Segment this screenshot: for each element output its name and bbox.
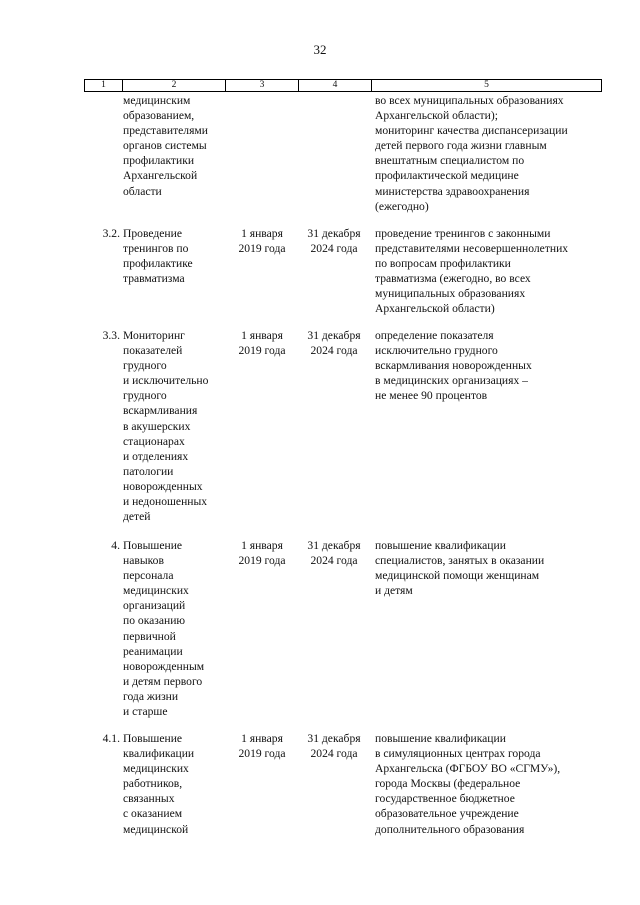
end-date-cell: 31 декабря 2024 года: [307, 539, 361, 568]
header-col-4: 4: [299, 80, 372, 91]
start-date-cell: 1 января 2019 года: [238, 227, 286, 256]
result-cell: во всех муниципальных образованиях Архангельской области); мониторинг качества диспансеризации детей первого года жизни главным внештатным специалистом по профилактической медицине министерства здравоохранения (ежегодно): [375, 94, 568, 213]
end-date-cell: 31 декабря 2024 года: [307, 732, 361, 761]
event-cell: медицинским образованием, представителями органов системы профилактики Архангельской области: [123, 94, 208, 198]
result-cell: повышение квалификации в симуляционных центрах города Архангельска (ФГБОУ ВО «СГМУ»), города Москвы (федеральное государственное бюджетное образовательное учреждение дополнительного образования: [375, 732, 561, 836]
header-col-3: 3: [226, 80, 299, 91]
item-number: 4.: [111, 539, 120, 552]
result-cell: повышение квалификации специалистов, занятых в оказании медицинской помощи женщинам и детям: [375, 539, 545, 598]
event-cell: Проведение тренингов по профилактике травматизма: [123, 227, 193, 286]
page-number: 32: [313, 42, 327, 57]
item-number: 4.1.: [102, 732, 120, 745]
result-cell: проведение тренингов с законными представителями несовершеннолетних по вопросам профилактики травматизма (ежегодно, во всех муниципальных образованиях Архангельской области): [375, 227, 569, 316]
event-cell: Мониторинг показателей грудного и исключительно грудного вскармливания в акушерских стационарах и отделениях патологии новорожденных и недоношенных детей: [123, 329, 209, 524]
start-date-cell: 1 января 2019 года: [238, 732, 286, 761]
item-number: 3.2.: [102, 227, 120, 240]
result-cell: определение показателя исключительно грудного вскармливания новорожденных в медицинских организациях – не менее 90 процентов: [375, 329, 532, 403]
table-header: [84, 79, 602, 92]
item-number: 3.3.: [102, 329, 120, 342]
start-date-cell: 1 января 2019 года: [238, 539, 286, 568]
start-date-cell: 1 января 2019 года: [238, 329, 286, 358]
event-cell: Повышение квалификации медицинских работников, связанных с оказанием медицинской: [123, 732, 195, 836]
header-col-2: 2: [123, 80, 226, 91]
end-date-cell: 31 декабря 2024 года: [307, 329, 361, 358]
event-cell: Повышение навыков персонала медицинских организаций по оказанию первичной реанимации новорожденным и детям первого года жизни и старше: [123, 539, 205, 719]
header-col-1: 1: [85, 80, 123, 91]
end-date-cell: 31 декабря 2024 года: [307, 227, 361, 256]
header-col-5: 5: [484, 80, 489, 90]
